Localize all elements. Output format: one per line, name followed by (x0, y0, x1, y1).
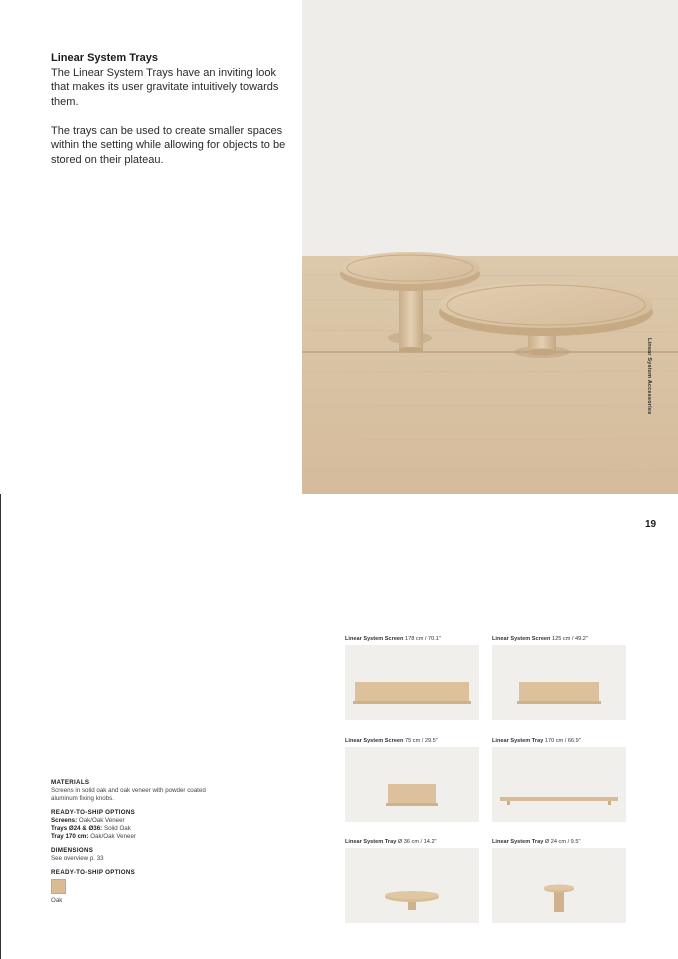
screen-178-illustration (345, 645, 479, 720)
screen-75-illustration (345, 747, 479, 822)
product-caption: Linear System Screen 75 cm / 29.5" (345, 738, 438, 744)
hero-photo (302, 0, 678, 494)
tray-170-illustration (492, 747, 626, 822)
side-label: Linear System Accessories (646, 338, 652, 415)
product-caption: Linear System Tray Ø 36 cm / 14.2" (345, 839, 437, 845)
intro-paragraph-2: The trays can be used to create smaller spaces within the setting while allowing for objects to be stored on their plateau. (51, 124, 286, 166)
ready-to-ship-heading: READY-TO-SHIP OPTIONS (51, 809, 136, 816)
rts-line-screens: Screens: Oak/Oak Veneer (51, 817, 125, 824)
ready-to-ship-heading-2: READY-TO-SHIP OPTIONS (51, 869, 136, 876)
oak-swatch (51, 879, 66, 894)
tray-24-illustration (492, 848, 626, 923)
dimensions-text: See overview p. 33 (51, 855, 104, 862)
specs-section (51, 779, 221, 911)
materials-text: Screens in solid oak and oak veneer with powder coated aluminum fixing knobs. (51, 787, 206, 802)
swatch-label: Oak (51, 897, 63, 904)
product-thumbnail (492, 848, 626, 923)
intro-section (51, 51, 291, 167)
product-tray-170 (492, 737, 626, 822)
product-caption: Linear System Screen 125 cm / 49.2" (492, 636, 588, 642)
page-number: 19 (645, 519, 657, 530)
product-screen-75 (345, 737, 479, 822)
trays-photo-illustration (302, 0, 678, 494)
product-tray-24 (492, 838, 626, 923)
product-caption: Linear System Tray Ø 24 cm / 9.5" (492, 839, 581, 845)
product-thumbnail (492, 747, 626, 822)
product-caption: Linear System Screen 178 cm / 70.1" (345, 636, 441, 642)
materials-heading: MATERIALS (51, 779, 90, 786)
screen-125-illustration (492, 645, 626, 720)
product-thumbnail (345, 645, 479, 720)
product-thumbnail (492, 645, 626, 720)
intro-paragraph-1: The Linear System Trays have an inviting look that makes its user gravitate intuitively towards them. (51, 66, 279, 108)
product-tray-36 (345, 838, 479, 923)
dimensions-heading: DIMENSIONS (51, 847, 94, 854)
product-screen-125 (492, 635, 626, 720)
product-thumbnail (345, 848, 479, 923)
tray-36-illustration (345, 848, 479, 923)
rts-line-tray-170: Tray 170 cm: Oak/Oak Veneer (51, 833, 136, 840)
rts-line-trays: Trays Ø24 & Ø36: Solid Oak (51, 825, 131, 832)
product-caption: Linear System Tray 170 cm / 66.9" (492, 738, 581, 744)
product-thumbnail (345, 747, 479, 822)
page-edge-line (0, 494, 1, 959)
product-screen-178 (345, 635, 479, 720)
intro-title: Linear System Trays (51, 52, 159, 64)
